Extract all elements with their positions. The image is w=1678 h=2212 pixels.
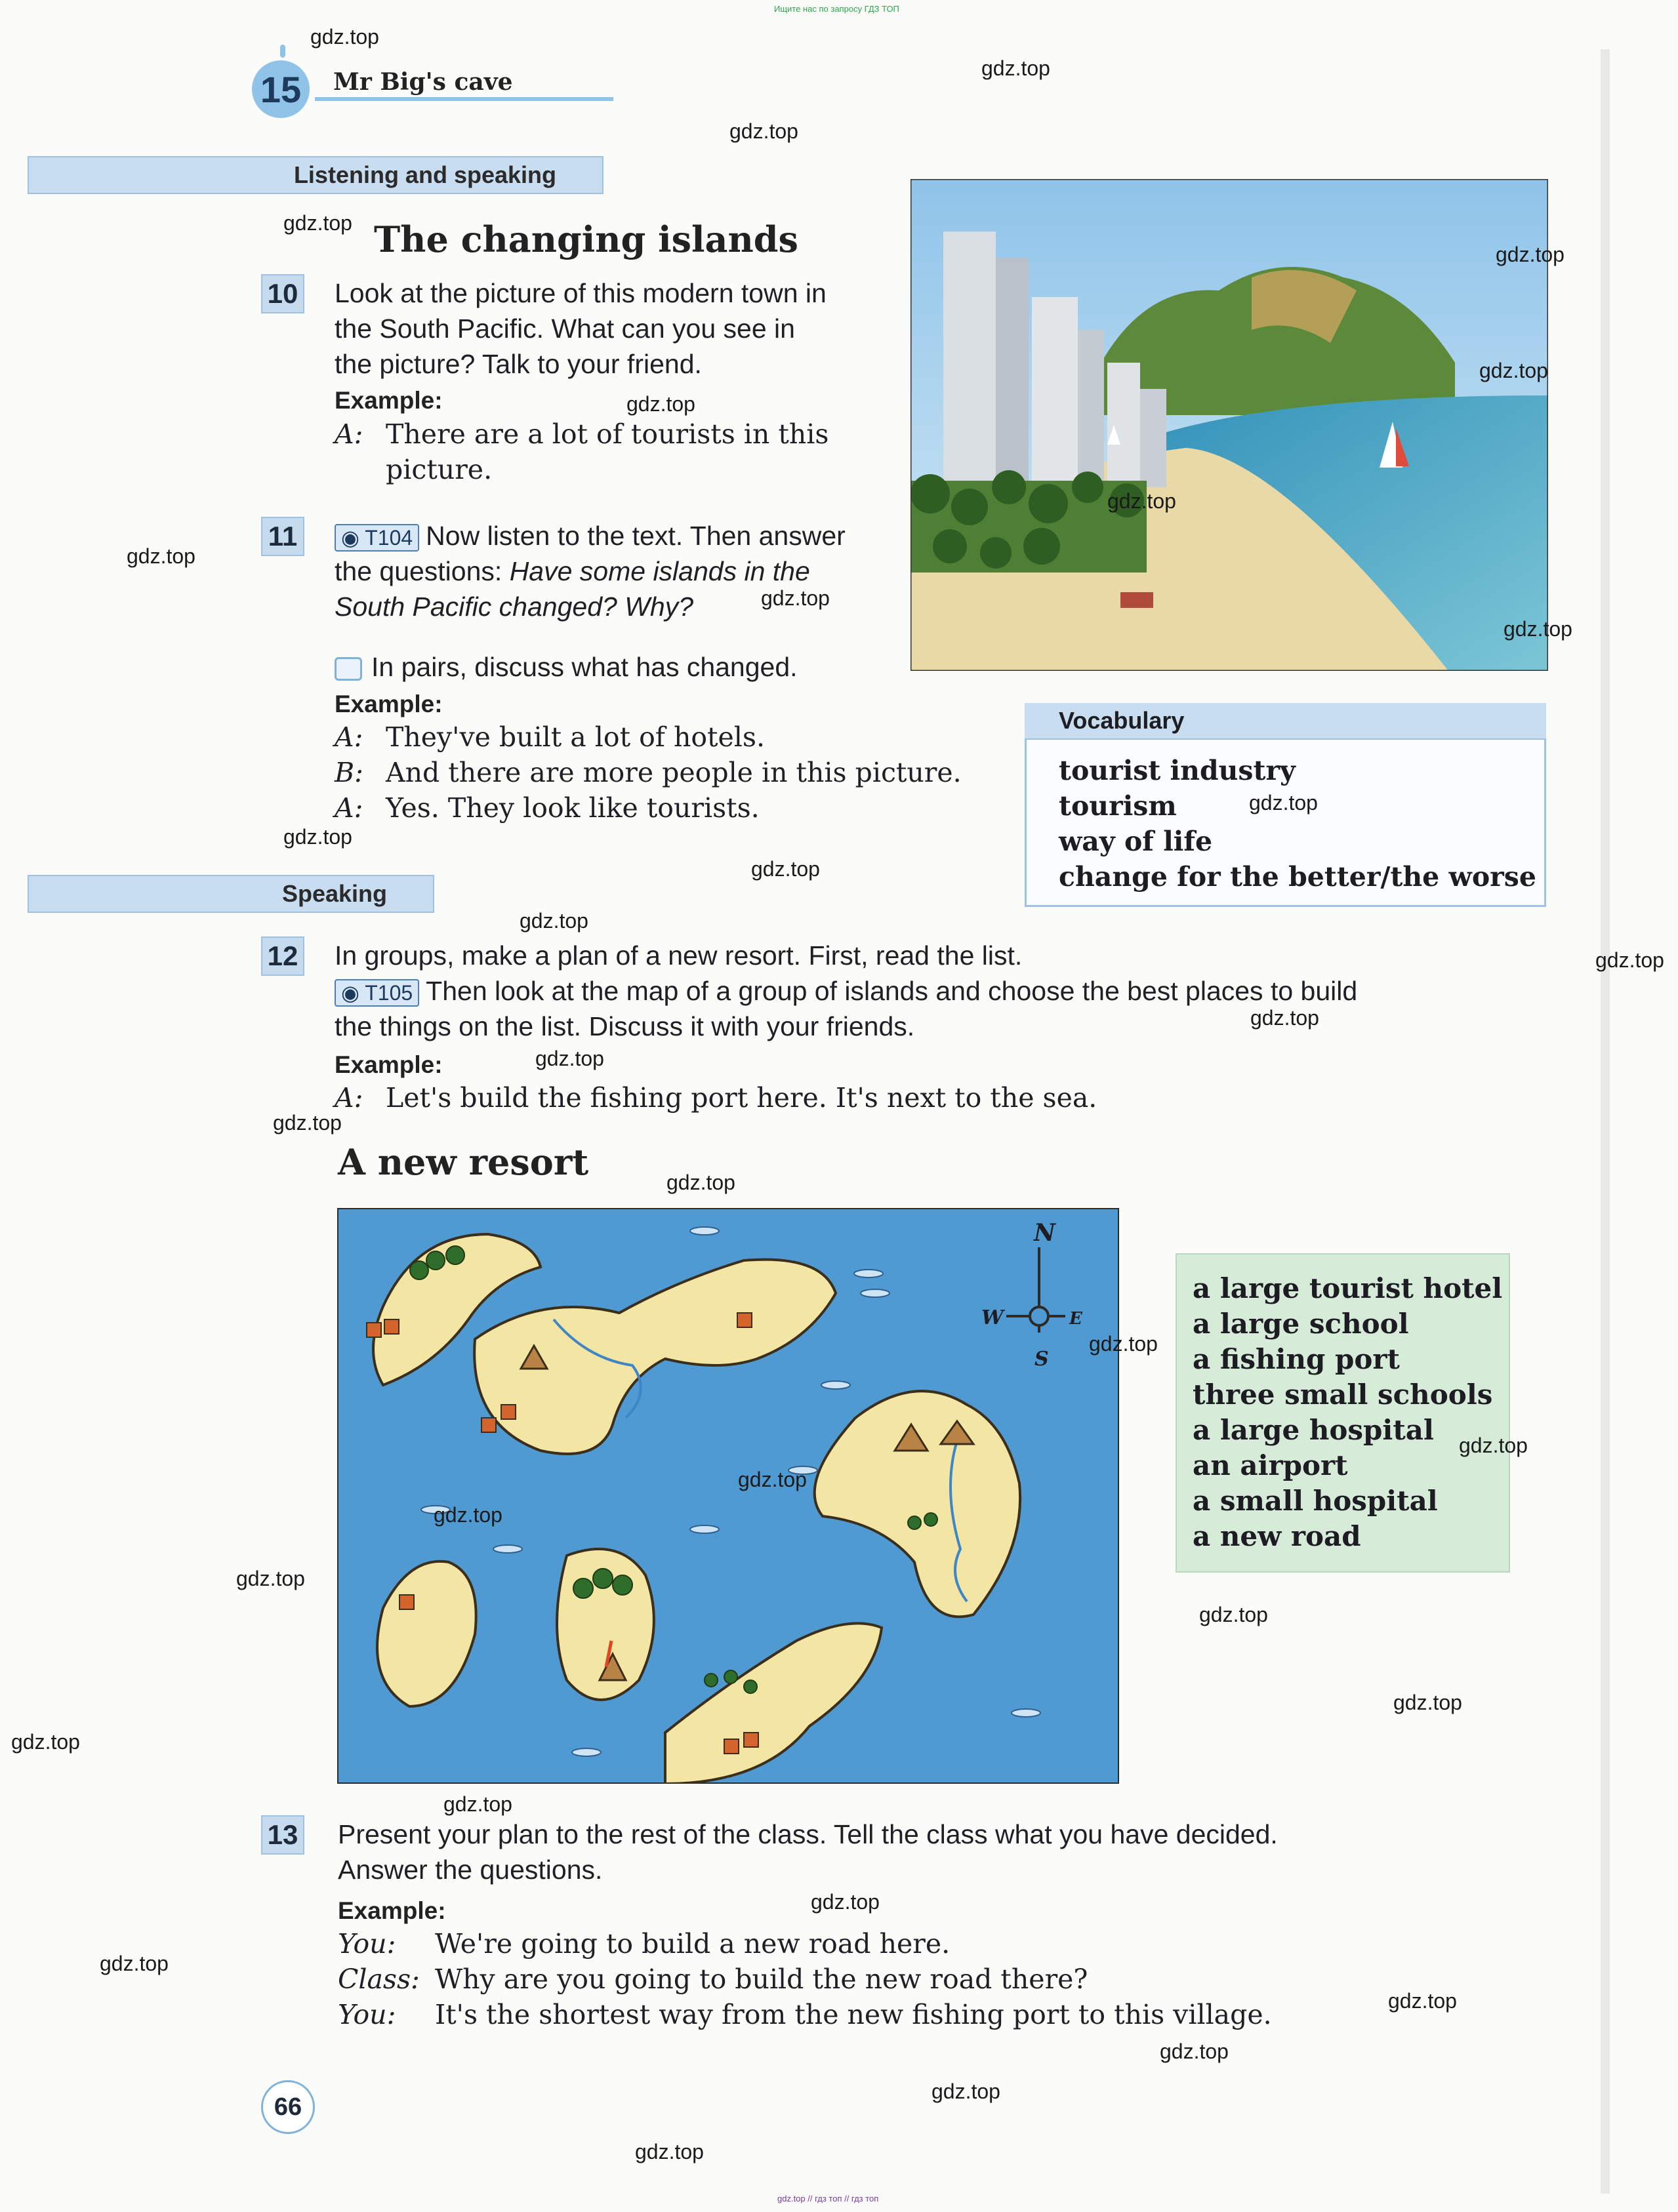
bottom-note: gdz.top // гдз топ // гдз топ — [777, 2194, 879, 2203]
watermark: gdz.top — [1504, 617, 1572, 641]
list-item: a large hospital — [1193, 1414, 1434, 1446]
dialog-text: It's the shortest way from the new fishing port to this village. — [435, 1999, 1272, 2030]
dialog-line — [335, 1082, 1097, 1114]
pair-work-icon — [335, 657, 362, 681]
text-line: the questions: — [335, 556, 510, 586]
exercise-number-11: 11 — [261, 517, 304, 556]
text-line: Present your plan to the rest of the class. Tell the class what you have decided. — [338, 1819, 1278, 1849]
top-note: Ищите нас по запросу ГДЗ ТОП — [774, 4, 899, 14]
audio-track-badge[interactable]: ◉ T104 — [335, 524, 419, 552]
list-item: a large tourist hotel — [1193, 1272, 1503, 1304]
islands-map — [337, 1208, 1119, 1784]
watermark: gdz.top — [127, 544, 195, 568]
exercise-13-text — [338, 1817, 1519, 1887]
list-item: a small hospital — [1193, 1485, 1438, 1517]
vocabulary-list — [1059, 753, 1536, 895]
track-label: T104 — [365, 526, 413, 550]
compass-east: E — [1069, 1309, 1082, 1329]
watermark: gdz.top — [981, 56, 1050, 80]
watermark: gdz.top — [1388, 1989, 1457, 2013]
watermark: gdz.top — [1479, 359, 1548, 382]
text-line: Then look at the map of a group of islands and choose the best places to build — [426, 976, 1358, 1006]
example-label: Example: — [335, 1051, 443, 1078]
text-line: Answer the questions. — [338, 1855, 603, 1885]
list-item: a fishing port — [1193, 1343, 1400, 1375]
watermark: gdz.top — [751, 857, 820, 881]
example-label: Example: — [335, 387, 443, 414]
vocabulary-item: way of life — [1059, 826, 1213, 857]
track-label: T105 — [365, 981, 413, 1005]
dialog-line — [335, 757, 962, 788]
watermark: gdz.top — [1595, 948, 1664, 972]
watermark: gdz.top — [283, 211, 352, 235]
watermark: gdz.top — [1160, 2040, 1229, 2063]
watermark: gdz.top — [635, 2140, 704, 2163]
watermark: gdz.top — [1107, 489, 1176, 513]
unit-underline — [315, 97, 613, 101]
text-line: the things on the list. Discuss it with your friends. — [335, 1011, 915, 1041]
exercise-12-text — [335, 938, 1515, 1044]
watermark: gdz.top — [1459, 1434, 1528, 1457]
speaker: B: — [335, 757, 363, 788]
text-line: In groups, make a plan of a new resort. First, read the list. — [335, 940, 1023, 971]
page-number: 66 — [261, 2080, 315, 2134]
beach-town-photo — [911, 179, 1548, 671]
speaker: You: — [338, 1999, 396, 2030]
speaker: You: — [338, 1928, 396, 1960]
watermark: gdz.top — [310, 25, 379, 49]
dialog-text: Yes. They look like tourists. — [386, 792, 760, 824]
compass-west: W — [981, 1306, 1004, 1329]
dialog-line — [338, 1928, 950, 1960]
list-item: a large school — [1193, 1308, 1409, 1340]
list-item: three small schools — [1193, 1378, 1493, 1411]
resort-list — [1193, 1271, 1502, 1554]
watermark: gdz.top — [626, 392, 695, 416]
example-label: Example: — [335, 691, 443, 717]
page-edge-shadow — [1601, 49, 1610, 2194]
list-item: an airport — [1193, 1449, 1348, 1481]
list-item: a new road — [1193, 1520, 1361, 1552]
watermark: gdz.top — [100, 1952, 169, 1975]
watermark: gdz.top — [1393, 1691, 1462, 1714]
compass-north: N — [1034, 1219, 1055, 1247]
unit-marker — [280, 45, 285, 58]
dialog-line — [335, 418, 829, 450]
section-bar-listening: Listening and speaking — [28, 156, 604, 194]
speaker: A: — [335, 721, 363, 753]
watermark: gdz.top — [1496, 243, 1565, 266]
watermark: gdz.top — [761, 586, 830, 610]
speaker: A: — [335, 792, 363, 824]
compass-south: S — [1034, 1348, 1049, 1371]
unit-title: Mr Big's cave — [333, 68, 513, 96]
watermark: gdz.top — [729, 119, 798, 143]
question-text: Have some islands in the — [509, 556, 810, 586]
example-label: Example: — [338, 1897, 446, 1924]
watermark: gdz.top — [273, 1111, 342, 1135]
dialog-text: Why are you going to build the new road there? — [435, 1963, 1088, 1995]
changing-islands-title: The changing islands — [374, 218, 798, 260]
dialog-text: Let's build the fishing port here. It's next to the sea. — [386, 1082, 1097, 1114]
watermark: gdz.top — [666, 1171, 735, 1194]
speaker: A: — [335, 1082, 363, 1114]
watermark: gdz.top — [236, 1567, 305, 1590]
watermark: gdz.top — [1250, 1006, 1319, 1030]
dialog-line — [338, 1963, 1088, 1995]
watermark: gdz.top — [520, 909, 588, 933]
text-line: Now listen to the text. Then answer — [426, 521, 846, 551]
watermark: gdz.top — [931, 2080, 1000, 2103]
watermark: gdz.top — [1089, 1332, 1158, 1356]
vocabulary-item: tourist industry — [1059, 755, 1296, 786]
watermark: gdz.top — [443, 1792, 512, 1816]
dialog-text: There are a lot of tourists in this — [386, 418, 829, 450]
dialog-line — [335, 721, 765, 753]
text-line: the picture? Talk to your friend. — [335, 349, 702, 379]
watermark: gdz.top — [811, 1890, 880, 1914]
watermark: gdz.top — [434, 1503, 502, 1527]
new-resort-title: A new resort — [338, 1141, 589, 1183]
dialog-line — [338, 1999, 1272, 2030]
vocabulary-item: change for the better/the worse — [1059, 861, 1536, 893]
audio-track-badge[interactable]: ◉ T105 — [335, 979, 419, 1007]
watermark: gdz.top — [1249, 791, 1318, 814]
text-line: In pairs, discuss what has changed. — [371, 652, 798, 682]
vocabulary-title: Vocabulary — [1025, 703, 1546, 740]
dialog-line — [335, 792, 760, 824]
watermark: gdz.top — [535, 1047, 604, 1070]
speaker: Class: — [338, 1963, 420, 1995]
dialog-text: They've built a lot of hotels. — [386, 721, 765, 753]
exercise-number-10: 10 — [261, 274, 304, 313]
pairs-instruction — [335, 649, 798, 685]
text-line: the South Pacific. What can you see in — [335, 313, 795, 344]
section-bar-speaking: Speaking — [28, 875, 434, 913]
text-line: Look at the picture of this modern town in — [335, 278, 827, 308]
watermark: gdz.top — [11, 1730, 80, 1754]
vocabulary-item: tourism — [1059, 790, 1177, 822]
dialog-text: We're going to build a new road here. — [435, 1928, 951, 1960]
watermark: gdz.top — [1199, 1603, 1268, 1626]
watermark: gdz.top — [283, 825, 352, 849]
exercise-10-text — [335, 275, 827, 382]
unit-number-badge: 15 — [252, 60, 310, 118]
dialog-line-continued: picture. — [386, 454, 493, 485]
dialog-text: And there are more people in this picture. — [386, 757, 962, 788]
exercise-number-12: 12 — [261, 936, 304, 976]
exercise-number-13: 13 — [261, 1815, 304, 1855]
watermark: gdz.top — [738, 1468, 807, 1491]
speaker: A: — [335, 418, 363, 450]
question-text: South Pacific changed? Why? — [335, 592, 693, 622]
